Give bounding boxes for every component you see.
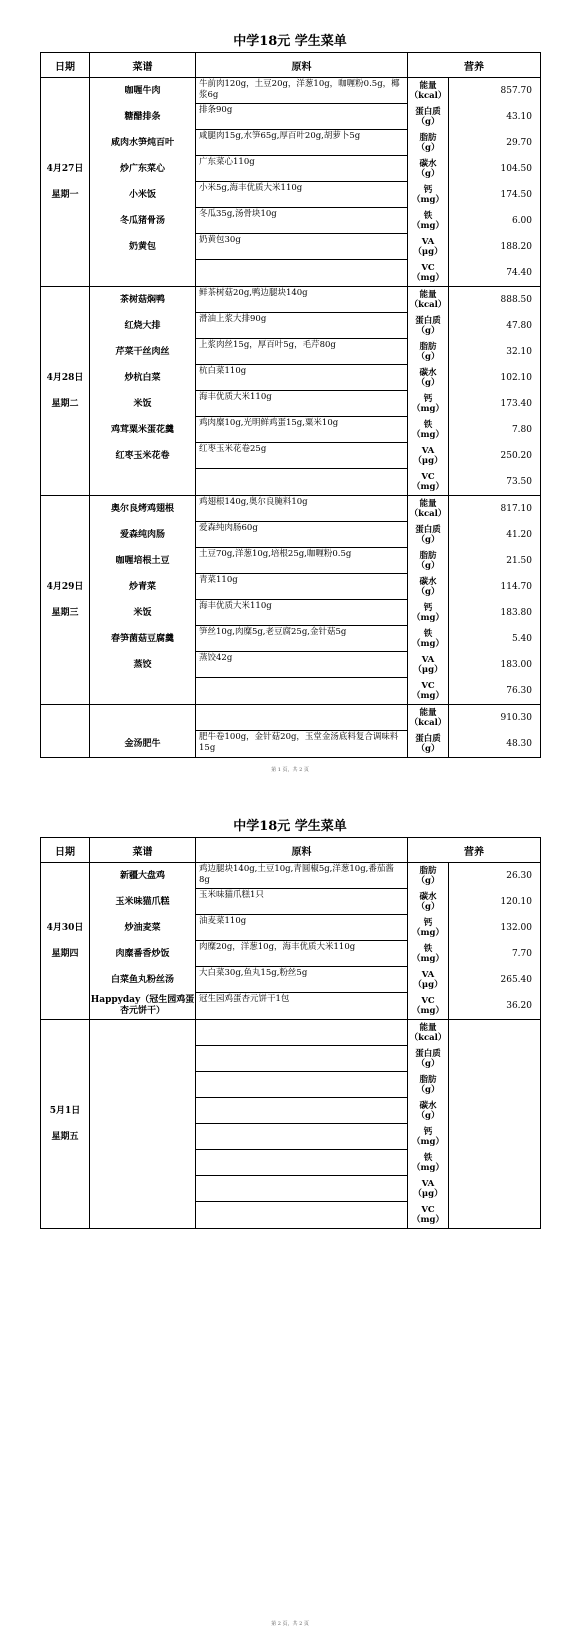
nutrition-value: 888.50 <box>500 295 532 305</box>
header-ingredients: 原料 <box>196 53 408 78</box>
ingredient-cell <box>196 1020 408 1229</box>
nutrition-value: 73.50 <box>506 477 532 487</box>
nutrition-cell <box>408 78 541 287</box>
nutrition-label: VA （μg） <box>408 652 449 678</box>
nutrition-row <box>408 915 540 941</box>
day-weekday: 星期四 <box>51 949 79 959</box>
day-cell <box>41 1020 90 1229</box>
dish-name: 冬瓜猪骨汤 <box>119 215 165 226</box>
dish-cell <box>90 78 196 287</box>
nutrition-value: 47.80 <box>506 321 532 331</box>
nutrition-row <box>408 889 540 915</box>
nutrition-label: 碳水 （g） <box>408 1098 449 1124</box>
header-dish: 菜谱 <box>90 53 196 78</box>
ingredient-row: 青菜110g <box>196 574 407 600</box>
dish-name: 炒油麦菜 <box>124 922 161 933</box>
nutrition-row <box>408 1124 540 1150</box>
header-nutrition: 营养 <box>408 53 541 78</box>
page-title: 中学18元 学生菜单 <box>233 819 347 834</box>
dish-name: 咖喱牛肉 <box>124 85 161 96</box>
dish-name: 玉米味猫爪糕 <box>115 896 170 907</box>
page-footer: 第 2 页，共 2 页 <box>271 1621 309 1627</box>
dish-name: 新疆大盘鸡 <box>119 870 165 881</box>
dish-name: 芹菜干丝肉丝 <box>115 346 170 357</box>
nutrition-row <box>408 626 540 652</box>
dish-cell <box>90 705 196 758</box>
dish-name <box>90 1150 195 1176</box>
nutrition-row <box>408 496 540 522</box>
nutrition-value <box>449 1202 540 1228</box>
nutrition-label: 铁 （mg） <box>408 208 449 234</box>
nutrition-label: 脂肪 （g） <box>408 863 449 889</box>
nutrition-row <box>408 574 540 600</box>
nutrition-value <box>449 1020 540 1046</box>
dish-name: 红烧大排 <box>124 320 161 331</box>
nutrition-label: 铁 （mg） <box>408 626 449 652</box>
nutrition-label: 蛋白质 （g） <box>408 522 449 548</box>
dish-name: 米饭 <box>133 607 152 618</box>
nutrition-row <box>408 1046 540 1072</box>
nutrition-value: 102.10 <box>500 373 532 383</box>
ingredient-row: 鸡肉糜10g,光明鲜鸡蛋15g,粟米10g <box>196 417 407 443</box>
ingredient-row <box>196 1072 407 1098</box>
day-weekday: 星期五 <box>51 1132 79 1142</box>
nutrition-value: 26.30 <box>506 871 532 881</box>
nutrition-row <box>408 705 540 731</box>
dish-name: 蒸饺 <box>133 659 152 670</box>
nutrition-value: 43.10 <box>506 112 532 122</box>
day-row <box>41 78 541 287</box>
day-weekday: 星期二 <box>51 399 79 409</box>
day-date: 4月29日 <box>46 582 84 592</box>
nutrition-row <box>408 391 540 417</box>
day-cell <box>41 287 90 496</box>
nutrition-row <box>408 548 540 574</box>
dish-name: 小米饭 <box>128 189 156 200</box>
ingredient-row: 小米5g,海丰优质大米110g <box>196 182 407 208</box>
nutrition-value: 857.70 <box>500 86 532 96</box>
header-date: 日期 <box>41 838 90 863</box>
day-cell <box>41 496 90 705</box>
page-title: 中学18元 学生菜单 <box>233 34 347 49</box>
day-date: 4月27日 <box>46 164 84 174</box>
dish-name: 红枣玉米花卷 <box>115 450 170 461</box>
ingredient-cell <box>196 78 408 287</box>
nutrition-label: 铁 （mg） <box>408 941 449 967</box>
nutrition-label: 钙 （mg） <box>408 1124 449 1150</box>
nutrition-row <box>408 731 540 757</box>
nutrition-cell <box>408 1020 541 1229</box>
nutrition-value <box>449 1150 540 1176</box>
nutrition-value: 29.70 <box>506 138 532 148</box>
day-cell <box>41 705 90 758</box>
day-row <box>41 705 541 758</box>
nutrition-cell <box>408 496 541 705</box>
ingredient-row <box>196 705 407 731</box>
nutrition-label: 碳水 （g） <box>408 574 449 600</box>
nutrition-row <box>408 1202 540 1228</box>
dish-name: 茶树菇焖鸭 <box>119 294 165 305</box>
nutrition-label: 蛋白质 （g） <box>408 731 449 757</box>
nutrition-row <box>408 469 540 495</box>
nutrition-value: 173.40 <box>500 399 532 409</box>
nutrition-value: 41.20 <box>506 530 532 540</box>
header-ingredients: 原料 <box>196 838 408 863</box>
dish-name: Happyday（冠生园鸡蛋杏元饼干） <box>90 995 195 1016</box>
nutrition-label: 蛋白质 （g） <box>408 1046 449 1072</box>
dish-name <box>90 1124 195 1150</box>
nutrition-label: 碳水 （g） <box>408 365 449 391</box>
ingredient-row: 肥牛卷100g，金针菇20g，玉堂金汤底料复合调味料15g <box>199 732 399 753</box>
ingredient-row: 广东菜心110g <box>196 156 407 182</box>
nutrition-value: 183.80 <box>500 608 532 618</box>
dish-name <box>90 705 195 731</box>
ingredient-row <box>196 1046 407 1072</box>
nutrition-value: 48.30 <box>506 739 532 749</box>
nutrition-row <box>408 365 540 391</box>
nutrition-row <box>408 1072 540 1098</box>
nutrition-row <box>408 156 540 182</box>
day-row <box>41 1020 541 1229</box>
nutrition-value: 104.50 <box>500 164 532 174</box>
ingredient-row <box>196 1098 407 1124</box>
dish-name <box>90 1176 195 1202</box>
ingredient-row: 冬瓜35g,汤骨块10g <box>196 208 407 234</box>
nutrition-row <box>408 417 540 443</box>
ingredient-row: 海丰优质大米110g <box>196 391 407 417</box>
dish-name: 奶黄包 <box>128 241 156 252</box>
nutrition-value: 21.50 <box>506 556 532 566</box>
day-cell <box>41 78 90 287</box>
dish-name: 奥尔良烤鸡翅根 <box>110 503 174 514</box>
nutrition-value: 183.00 <box>500 660 532 670</box>
dish-name: 春笋菌菇豆腐羹 <box>110 633 174 644</box>
nutrition-row <box>408 130 540 156</box>
nutrition-value <box>449 1046 540 1072</box>
ingredient-row: 肉糜20g，洋葱10g，海丰优质大米110g <box>196 941 407 967</box>
dish-name: 咸肉水笋炖百叶 <box>110 137 174 148</box>
nutrition-value: 5.40 <box>511 634 532 644</box>
ingredient-row: 滑油上浆大排90g <box>196 313 407 339</box>
nutrition-label: VA （μg） <box>408 967 449 993</box>
ingredient-row: 油麦菜110g <box>196 915 407 941</box>
nutrition-cell <box>408 705 541 758</box>
ingredient-cell <box>196 496 408 705</box>
nutrition-row <box>408 967 540 993</box>
nutrition-value: 6.00 <box>511 216 532 226</box>
ingredient-row: 玉米味猫爪糕1只 <box>196 889 407 915</box>
ingredient-row <box>196 1176 407 1202</box>
nutrition-label: 能量 （kcal） <box>408 705 449 731</box>
nutrition-row <box>408 993 540 1019</box>
nutrition-row <box>408 443 540 469</box>
dish-cell <box>90 496 196 705</box>
day-row <box>41 496 541 705</box>
ingredient-cell <box>196 863 408 1020</box>
nutrition-row <box>408 1098 540 1124</box>
header-nutrition: 营养 <box>408 838 541 863</box>
day-date: 5月1日 <box>49 1106 81 1116</box>
nutrition-label: 能量 （kcal） <box>408 287 449 313</box>
nutrition-row <box>408 1020 540 1046</box>
ingredient-row <box>196 678 407 704</box>
nutrition-row <box>408 313 540 339</box>
ingredient-row: 奶黄包30g <box>196 234 407 260</box>
nutrition-row <box>408 208 540 234</box>
nutrition-label: 脂肪 （g） <box>408 130 449 156</box>
nutrition-label: 铁 （mg） <box>408 417 449 443</box>
nutrition-value: 7.70 <box>511 949 532 959</box>
ingredient-row: 咸腿肉15g,水笋65g,厚百叶20g,胡萝卜5g <box>196 130 407 156</box>
nutrition-row <box>408 863 540 889</box>
nutrition-row <box>408 339 540 365</box>
dish-name: 炒青菜 <box>128 581 156 592</box>
nutrition-row <box>408 522 540 548</box>
nutrition-value: 120.10 <box>500 897 532 907</box>
nutrition-value: 910.30 <box>500 713 532 723</box>
ingredient-row <box>196 1124 407 1150</box>
nutrition-label: 铁 （mg） <box>408 1150 449 1176</box>
dish-name <box>90 1202 195 1228</box>
day-row <box>41 863 541 1020</box>
dish-cell <box>90 1020 196 1229</box>
dish-name <box>90 1072 195 1098</box>
ingredient-row <box>196 1202 407 1228</box>
nutrition-label: 脂肪 （g） <box>408 1072 449 1098</box>
nutrition-label: 能量 （kcal） <box>408 1020 449 1046</box>
dish-name: 炒广东菜心 <box>119 163 165 174</box>
nutrition-row <box>408 104 540 130</box>
table-header-row <box>41 838 541 863</box>
nutrition-label: VC （mg） <box>408 260 449 286</box>
ingredient-row <box>196 469 407 495</box>
dish-name: 肉糜番香炒饭 <box>115 948 170 959</box>
nutrition-label: VC （mg） <box>408 678 449 704</box>
nutrition-value <box>449 1072 540 1098</box>
day-weekday: 星期一 <box>51 190 79 200</box>
ingredient-row: 上浆肉丝15g，厚百叶5g，毛芹80g <box>196 339 407 365</box>
dish-name: 炒杭白菜 <box>124 372 161 383</box>
nutrition-label: 脂肪 （g） <box>408 548 449 574</box>
ingredient-row <box>196 260 407 286</box>
nutrition-value: 7.80 <box>511 425 532 435</box>
nutrition-row <box>408 678 540 704</box>
ingredient-row <box>196 1150 407 1176</box>
ingredient-row: 海丰优质大米110g <box>196 600 407 626</box>
ingredient-cell <box>196 287 408 496</box>
dish-cell <box>90 863 196 1020</box>
nutrition-value: 132.00 <box>500 923 532 933</box>
nutrition-label: 能量 （kcal） <box>408 496 449 522</box>
ingredient-row: 排条90g <box>196 104 407 130</box>
nutrition-label: 碳水 （g） <box>408 156 449 182</box>
dish-name: 米饭 <box>133 398 152 409</box>
ingredient-row: 蒸饺42g <box>196 652 407 678</box>
ingredient-row: 牛前肉120g，土豆20g，洋葱10g，咖喱粉0.5g，椰浆6g <box>196 78 407 104</box>
ingredient-row: 鸡边腿块140g,土豆10g,青圆椒5g,洋葱10g,番茄酱8g <box>196 863 407 889</box>
nutrition-label: 钙 （mg） <box>408 391 449 417</box>
nutrition-value <box>449 1176 540 1202</box>
dish-name: 爱森纯肉肠 <box>119 529 165 540</box>
ingredient-row: 爱森纯肉肠60g <box>196 522 407 548</box>
nutrition-value: 76.30 <box>506 686 532 696</box>
ingredient-cell <box>196 705 408 758</box>
nutrition-label: 脂肪 （g） <box>408 339 449 365</box>
dish-name: 糖醋排条 <box>124 111 161 122</box>
day-row <box>41 287 541 496</box>
table-header-row <box>41 53 541 78</box>
ingredient-row: 鲜茶树菇20g,鸭边腿块140g <box>196 287 407 313</box>
nutrition-row <box>408 1176 540 1202</box>
nutrition-value: 174.50 <box>500 190 532 200</box>
ingredient-row: 冠生园鸡蛋杏元饼干1包 <box>199 994 290 1004</box>
nutrition-row <box>408 182 540 208</box>
nutrition-label: VA （μg） <box>408 443 449 469</box>
menu-table <box>40 52 541 758</box>
day-weekday: 星期三 <box>51 608 79 618</box>
nutrition-value: 817.10 <box>500 504 532 514</box>
nutrition-row <box>408 652 540 678</box>
nutrition-label: 蛋白质 （g） <box>408 313 449 339</box>
nutrition-row <box>408 234 540 260</box>
nutrition-value: 74.40 <box>506 268 532 278</box>
ingredient-row: 大白菜30g,鱼丸15g,粉丝5g <box>196 967 407 993</box>
nutrition-label: VC （mg） <box>408 993 449 1019</box>
menu-table <box>40 837 541 1229</box>
nutrition-label: 蛋白质 （g） <box>408 104 449 130</box>
nutrition-value: 36.20 <box>506 1001 532 1011</box>
page-footer: 第 1 页，共 2 页 <box>271 767 309 773</box>
dish-name: 鸡茸粟米蛋花羹 <box>110 424 174 435</box>
nutrition-label: VC （mg） <box>408 469 449 495</box>
nutrition-label: 碳水 （g） <box>408 889 449 915</box>
header-dish: 菜谱 <box>90 838 196 863</box>
nutrition-row <box>408 287 540 313</box>
nutrition-value: 188.20 <box>500 242 532 252</box>
nutrition-label: 钙 （mg） <box>408 915 449 941</box>
dish-name <box>90 1020 195 1046</box>
nutrition-row <box>408 260 540 286</box>
nutrition-value <box>449 1124 540 1150</box>
day-date: 4月30日 <box>46 923 84 933</box>
nutrition-label: VA （μg） <box>408 1176 449 1202</box>
ingredient-row: 杭白菜110g <box>196 365 407 391</box>
nutrition-row <box>408 941 540 967</box>
dish-name <box>90 1098 195 1124</box>
nutrition-row <box>408 600 540 626</box>
nutrition-label: 钙 （mg） <box>408 600 449 626</box>
ingredient-row: 红枣玉米花卷25g <box>196 443 407 469</box>
nutrition-value: 265.40 <box>500 975 532 985</box>
ingredient-row: 笋丝10g,肉糜5g,老豆腐25g,金针菇5g <box>196 626 407 652</box>
ingredient-row: 土豆70g,洋葱10g,培根25g,咖喱粉0.5g <box>196 548 407 574</box>
ingredient-row <box>196 1020 407 1046</box>
nutrition-row <box>408 1150 540 1176</box>
dish-name: 咖喱培根土豆 <box>115 555 170 566</box>
nutrition-cell <box>408 287 541 496</box>
nutrition-cell <box>408 863 541 1020</box>
dish-name <box>90 1046 195 1072</box>
ingredient-row: 鸡翅根140g,奥尔良腌料10g <box>196 496 407 522</box>
dish-name: 金汤肥牛 <box>124 738 161 749</box>
day-date: 4月28日 <box>46 373 84 383</box>
nutrition-row <box>408 78 540 104</box>
dish-name: 白菜鱼丸粉丝汤 <box>110 974 174 985</box>
nutrition-label: VA （μg） <box>408 234 449 260</box>
nutrition-value: 114.70 <box>500 582 532 592</box>
header-date: 日期 <box>41 53 90 78</box>
nutrition-value: 250.20 <box>500 451 532 461</box>
nutrition-value <box>449 1098 540 1124</box>
nutrition-value: 32.10 <box>506 347 532 357</box>
dish-cell <box>90 287 196 496</box>
nutrition-label: 钙 （mg） <box>408 182 449 208</box>
nutrition-label: VC （mg） <box>408 1202 449 1228</box>
day-cell <box>41 863 90 1020</box>
nutrition-label: 能量 （kcal） <box>408 78 449 104</box>
